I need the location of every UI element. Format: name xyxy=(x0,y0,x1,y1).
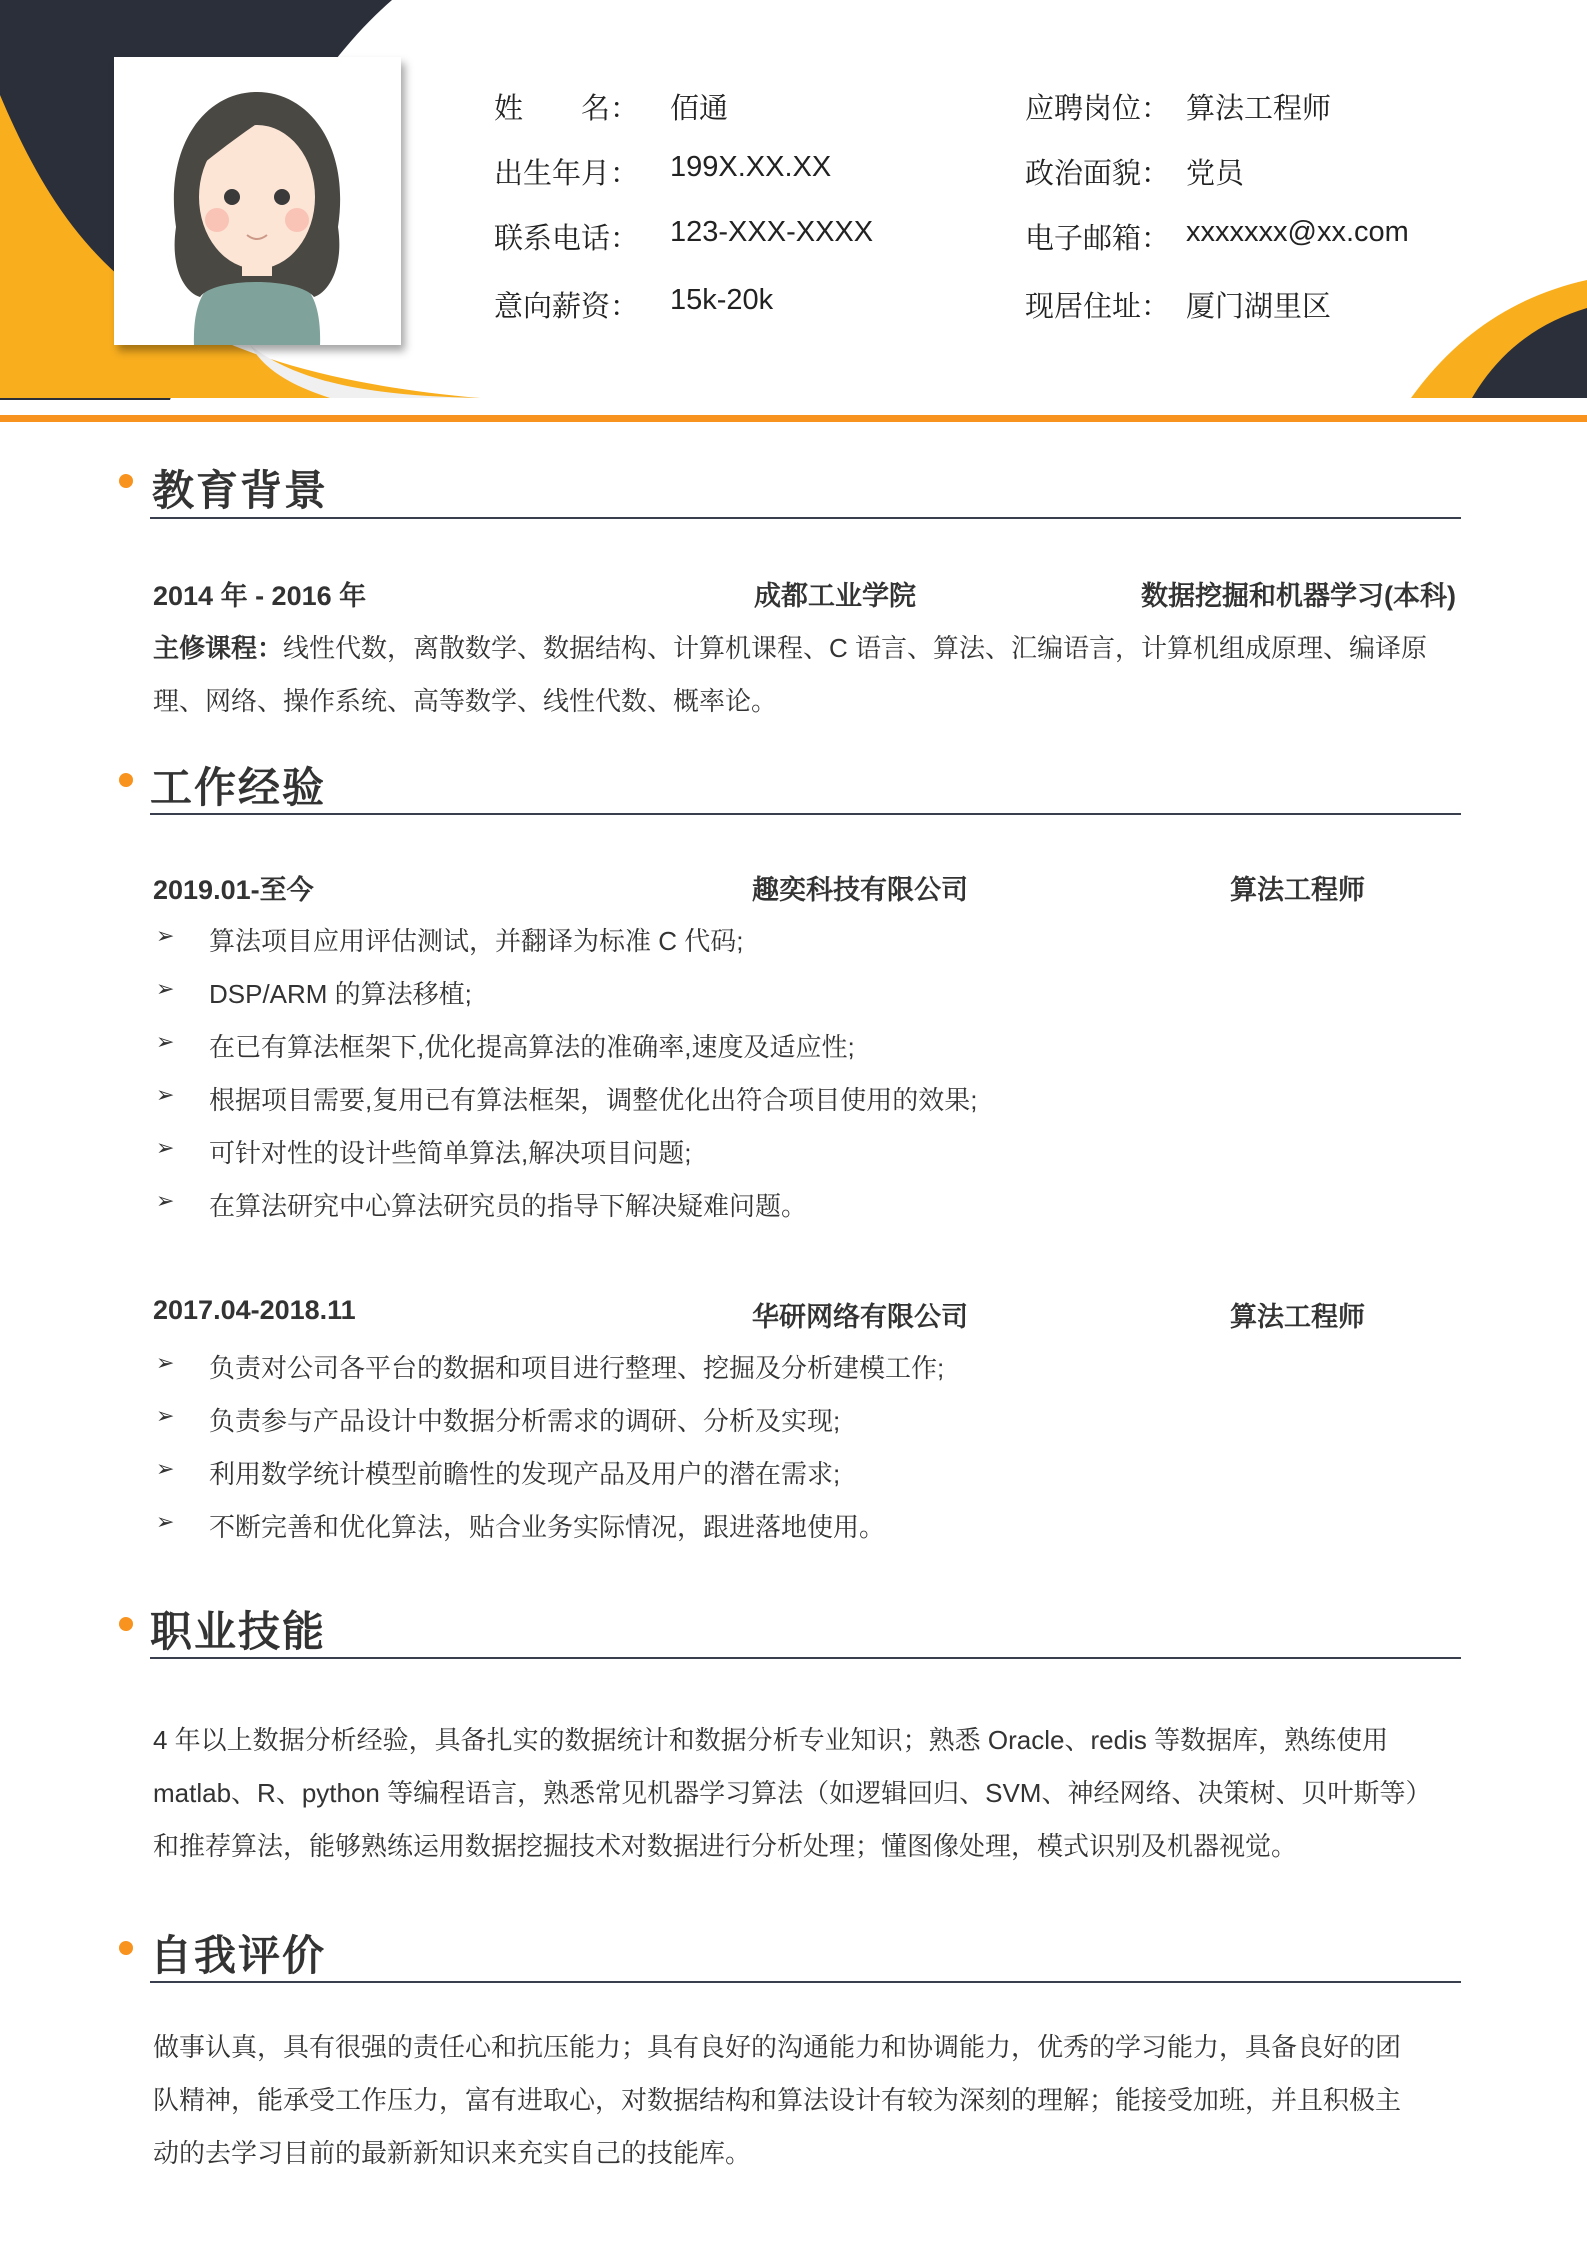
job-bullet: 负责对公司各平台的数据和项目进行整理、挖掘及分析建模工作; xyxy=(209,1353,945,1383)
arrow-bullet-icon: ➢ xyxy=(156,1029,175,1054)
arrow-bullet-icon: ➢ xyxy=(156,1403,175,1428)
address-value: 厦门湖里区 xyxy=(1186,291,1332,323)
self-evaluation-title: 自我评价 xyxy=(150,1932,327,1979)
arrow-bullet-icon: ➢ xyxy=(156,1135,175,1160)
phone-value: 123-XXX-XXXX xyxy=(670,216,874,248)
job-bullet: 负责参与产品设计中数据分析需求的调研、分析及实现; xyxy=(209,1406,841,1436)
name-label: 姓 名： xyxy=(494,93,640,125)
name-value: 佰通 xyxy=(670,93,729,125)
education-school: 成都工业学院 xyxy=(754,581,916,611)
section-divider xyxy=(150,1657,1461,1659)
job-period: 2019.01-至今 xyxy=(153,875,314,905)
job-bullet: 根据项目需要,复用已有算法框架，调整优化出符合项目使用的效果; xyxy=(209,1085,978,1115)
position-label: 应聘岗位： xyxy=(1025,93,1171,125)
section-divider xyxy=(150,813,1461,815)
skills-line: 4 年以上数据分析经验，具备扎实的数据统计和数据分析专业知识；熟悉 Oracle、redis 等数据库，熟练使用 xyxy=(153,1725,1389,1755)
address-label: 现居住址： xyxy=(1025,291,1171,323)
arrow-bullet-icon: ➢ xyxy=(156,923,175,948)
job-bullet: 在算法研究中心算法研究员的指导下解决疑难问题。 xyxy=(209,1191,808,1221)
skills-line: 和推荐算法，能够熟练运用数据挖掘技术对数据进行分析处理；懂图像处理，模式识别及机器视觉。 xyxy=(153,1831,1298,1861)
job-company: 趣奕科技有限公司 xyxy=(752,875,968,905)
section-divider xyxy=(150,517,1461,519)
self-evaluation-line: 动的去学习目前的最新新知识来充实自己的技能库。 xyxy=(153,2138,752,2168)
education-period: 2014 年 - 2016 年 xyxy=(153,581,367,611)
self-evaluation-line: 做事认真，具有很强的责任心和抗压能力；具有良好的沟通能力和协调能力，优秀的学习能力，具备良好的团 xyxy=(153,2032,1402,2062)
job-bullet: 可针对性的设计些简单算法,解决项目问题; xyxy=(209,1138,692,1168)
section-bullet-icon xyxy=(119,1617,133,1631)
arrow-bullet-icon: ➢ xyxy=(156,976,175,1001)
section-divider xyxy=(150,1981,1461,1983)
email-value: xxxxxxx@xx.com xyxy=(1186,216,1409,248)
job-bullet: DSP/ARM 的算法移植; xyxy=(209,979,472,1009)
position-value: 算法工程师 xyxy=(1186,93,1332,125)
job-bullet: 在已有算法框架下,优化提高算法的准确率,速度及适应性; xyxy=(209,1032,855,1062)
header-divider xyxy=(0,415,1587,422)
job-role: 算法工程师 xyxy=(1230,1302,1365,1332)
job-bullet: 不断完善和优化算法，贴合业务实际情况，跟进落地使用。 xyxy=(209,1512,886,1542)
section-bullet-icon xyxy=(119,1941,133,1955)
section-bullet-icon xyxy=(119,474,133,488)
job-company: 华研网络有限公司 xyxy=(752,1302,968,1332)
salary-value: 15k-20k xyxy=(670,284,774,316)
courses-line-2: 理、网络、操作系统、高等数学、线性代数、概率论。 xyxy=(153,686,778,716)
birth-value: 199X.XX.XX xyxy=(670,151,832,183)
work-title: 工作经验 xyxy=(150,764,327,811)
skills-title: 职业技能 xyxy=(150,1608,327,1655)
profile-photo xyxy=(114,57,401,345)
arrow-bullet-icon: ➢ xyxy=(156,1350,175,1375)
job-bullet: 算法项目应用评估测试，并翻译为标准 C 代码; xyxy=(209,926,744,956)
phone-label: 联系电话： xyxy=(494,223,640,255)
arrow-bullet-icon: ➢ xyxy=(156,1456,175,1481)
political-label: 政治面貌： xyxy=(1025,158,1171,190)
salary-label: 意向薪资： xyxy=(494,291,640,323)
job-bullet: 利用数学统计模型前瞻性的发现产品及用户的潜在需求; xyxy=(209,1459,841,1489)
avatar-illustration xyxy=(114,57,401,345)
job-role: 算法工程师 xyxy=(1230,875,1365,905)
arrow-bullet-icon: ➢ xyxy=(156,1509,175,1534)
education-major: 数据挖掘和机器学习(本科) xyxy=(1141,581,1456,611)
skills-line: matlab、R、python 等编程语言，熟悉常见机器学习算法（如逻辑回归、SVM、神经网络、决策树、贝叶斯等） xyxy=(153,1778,1432,1808)
birth-label: 出生年月： xyxy=(494,158,640,190)
job-period: 2017.04-2018.11 xyxy=(153,1295,356,1325)
self-evaluation-line: 队精神，能承受工作压力，富有进取心，对数据结构和算法设计有较为深刻的理解；能接受加班，并且积极主 xyxy=(153,2085,1402,2115)
section-bullet-icon xyxy=(119,773,133,787)
courses-text: 线性代数，离散数学、数据结构、计算机课程、C 语言、算法、汇编语言，计算机组成原理、编译原 xyxy=(283,633,1428,663)
arrow-bullet-icon: ➢ xyxy=(156,1188,175,1213)
email-label: 电子邮箱： xyxy=(1025,223,1171,255)
education-title: 教育背景 xyxy=(152,467,329,514)
courses-line-1 xyxy=(153,628,1427,665)
political-value: 党员 xyxy=(1186,158,1245,190)
arrow-bullet-icon: ➢ xyxy=(156,1082,175,1107)
courses-label: 主修课程： xyxy=(153,633,284,663)
